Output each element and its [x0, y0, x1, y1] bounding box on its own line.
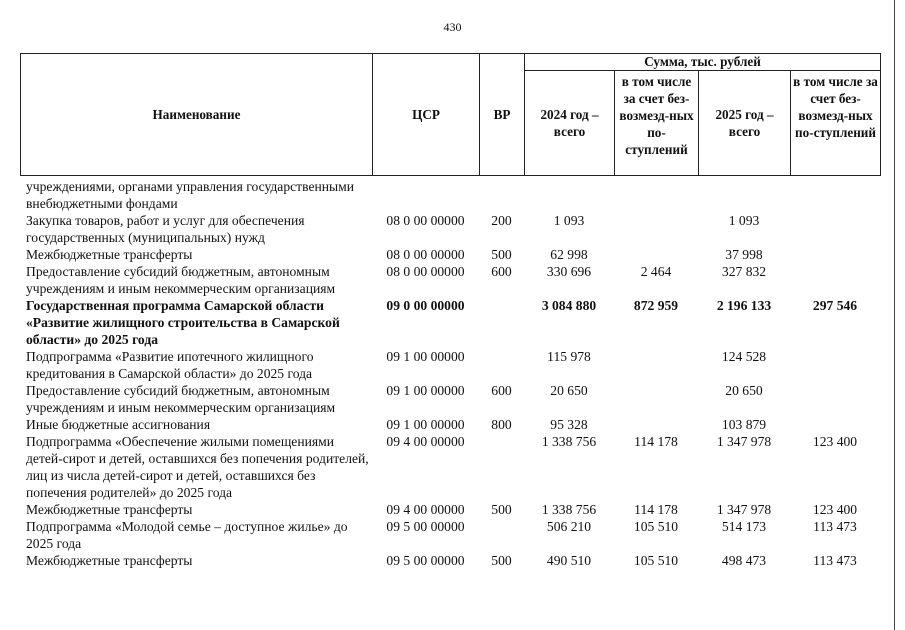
row-2024-gratuitous: 2 464: [640, 264, 672, 279]
row-csr: 09 0 00 00000: [386, 298, 465, 313]
row-name: Подпрограмма «Молодой семье – доступное жилье» до 2025 года: [26, 519, 348, 551]
row-2025-total: 2 196 133: [716, 298, 772, 313]
row-csr: 09 4 00 00000: [386, 434, 465, 449]
row-2024-gratuitous: 872 959: [633, 298, 679, 313]
row-vr: [479, 348, 524, 382]
table-row: [20, 348, 880, 382]
row-name: Предоставление субсидий бюджетным, автономным учреждениям и иным некоммерческим организациям: [26, 383, 336, 415]
row-2024-total: 20 650: [550, 383, 588, 398]
row-2024-total: 506 210: [546, 519, 592, 534]
row-2024-gratuitous: [614, 382, 698, 416]
table-row: [20, 212, 880, 246]
row-2025-gratuitous: [790, 382, 880, 416]
row-name: Иные бюджетные ассигнования: [26, 417, 211, 432]
row-csr: 08 0 00 00000: [386, 247, 465, 262]
row-2024-gratuitous: [614, 212, 698, 246]
row-2025-total: 20 650: [725, 383, 763, 398]
page-edge-line: [894, 0, 895, 630]
row-2025-total: 1 093: [728, 213, 760, 228]
row-2025-gratuitous: [790, 178, 880, 212]
row-2025-total: 124 528: [721, 349, 767, 364]
row-2025-gratuitous: 113 473: [813, 553, 857, 568]
table-row: [20, 552, 880, 569]
table-row: [20, 382, 880, 416]
row-vr: 500: [491, 502, 512, 517]
row-2024-total: 3 084 880: [541, 298, 597, 313]
row-2025-total: [698, 178, 790, 212]
row-2025-gratuitous: [790, 246, 880, 263]
row-2025-total: 103 879: [721, 417, 767, 432]
row-csr: 08 0 00 00000: [386, 213, 465, 228]
row-2024-total: 1 338 756: [541, 502, 597, 517]
header-2024-total: 2024 год – всего: [525, 71, 615, 176]
row-2024-total: 1 338 756: [541, 434, 597, 449]
row-csr: 09 1 00 00000: [386, 349, 465, 364]
row-2025-total: 1 347 978: [716, 502, 772, 517]
table-row: [20, 416, 880, 433]
row-2024-gratuitous: 105 510: [633, 553, 679, 568]
table-body: [20, 178, 880, 569]
table-row: [20, 518, 880, 552]
row-name: Межбюджетные трансферты: [26, 553, 193, 568]
row-vr: 500: [491, 553, 512, 568]
row-csr: [372, 178, 479, 212]
row-2024-gratuitous: [614, 246, 698, 263]
table-row: [20, 178, 880, 212]
row-name: Закупка товаров, работ и услуг для обеспечения государственных (муниципальных) нужд: [26, 213, 305, 245]
table-row: [20, 297, 880, 348]
row-2025-gratuitous: 123 400: [812, 434, 858, 449]
row-2025-gratuitous: [790, 212, 880, 246]
row-vr: 800: [491, 417, 512, 432]
row-2024-total: 115 978: [547, 349, 591, 364]
row-2024-total: 1 093: [553, 213, 585, 228]
row-2024-gratuitous: [614, 178, 698, 212]
row-name: Предоставление субсидий бюджетным, автономным учреждениям и иным некоммерческим организациям: [26, 264, 336, 296]
table-header: [20, 53, 881, 176]
row-csr: 09 4 00 00000: [386, 502, 465, 517]
row-2025-gratuitous: [790, 416, 880, 433]
row-name: Межбюджетные трансферты: [26, 247, 193, 262]
header-csr: ЦСР: [373, 54, 480, 176]
row-2024-gratuitous: [614, 416, 698, 433]
row-2025-gratuitous: [790, 348, 880, 382]
table-row: [20, 433, 880, 501]
row-vr: 500: [491, 247, 512, 262]
table-row: [20, 246, 880, 263]
row-2024-gratuitous: 114 178: [634, 434, 678, 449]
row-2024-total: 62 998: [550, 247, 588, 262]
row-vr: [479, 433, 524, 501]
row-2025-total: 514 173: [721, 519, 767, 534]
row-2025-total: 1 347 978: [716, 434, 772, 449]
header-2024-gratuitous: в том числе за счет без-возмезд-ных по-ступлений: [615, 71, 699, 176]
row-2024-total: 490 510: [546, 553, 592, 568]
row-vr: [479, 518, 524, 552]
row-2025-gratuitous: 113 473: [813, 519, 857, 534]
row-name: Подпрограмма «Обеспечение жилыми помещениями детей-сирот и детей, оставшихся без попечения родителей, лиц из числа детей-сирот и детей, оставшихся без попечения родителей» до 2025 года: [26, 434, 369, 500]
row-2025-total: 498 473: [721, 553, 767, 568]
row-vr: 600: [491, 264, 512, 279]
row-2025-gratuitous: 297 546: [812, 298, 858, 313]
table-row: [20, 501, 880, 518]
row-2025-gratuitous: 123 400: [812, 502, 858, 517]
row-2024-gratuitous: [614, 348, 698, 382]
row-2025-gratuitous: [790, 263, 880, 297]
row-csr: 08 0 00 00000: [386, 264, 465, 279]
row-csr: 09 5 00 00000: [386, 519, 465, 534]
row-name: Государственная программа Самарской области «Развитие жилищного строительства в Самарской области» до 2025 года: [26, 298, 340, 347]
row-2025-total: 37 998: [725, 247, 763, 262]
row-2024-total: 95 328: [550, 417, 588, 432]
header-2025-gratuitous: в том числе за счет без-возмезд-ных по-ступлений: [791, 71, 881, 176]
row-vr: [479, 297, 524, 348]
header-2025-total: 2025 год – всего: [699, 71, 791, 176]
header-name: Наименование: [21, 54, 373, 176]
table-rows: [20, 178, 880, 569]
row-name: Подпрограмма «Развитие ипотечного жилищного кредитования в Самарской области» до 2025 года: [26, 349, 314, 381]
row-2024-gratuitous: 105 510: [633, 519, 679, 534]
header-sum: Сумма, тыс. рублей: [525, 54, 881, 71]
row-2024-total: [524, 178, 614, 212]
row-vr: 600: [491, 383, 512, 398]
row-vr: [479, 178, 524, 212]
row-vr: 200: [491, 213, 512, 228]
row-csr: 09 5 00 00000: [386, 553, 465, 568]
row-2024-gratuitous: 114 178: [634, 502, 678, 517]
page-number: 430: [443, 20, 462, 34]
row-name: учреждениями, органами управления государственными внебюджетными фондами: [26, 179, 355, 211]
row-csr: 09 1 00 00000: [386, 417, 465, 432]
row-name: Межбюджетные трансферты: [26, 502, 193, 517]
table-row: [20, 263, 880, 297]
header-vr: ВР: [480, 54, 525, 176]
row-2025-total: 327 832: [721, 264, 767, 279]
row-2024-total: 330 696: [546, 264, 592, 279]
row-csr: 09 1 00 00000: [386, 383, 465, 398]
